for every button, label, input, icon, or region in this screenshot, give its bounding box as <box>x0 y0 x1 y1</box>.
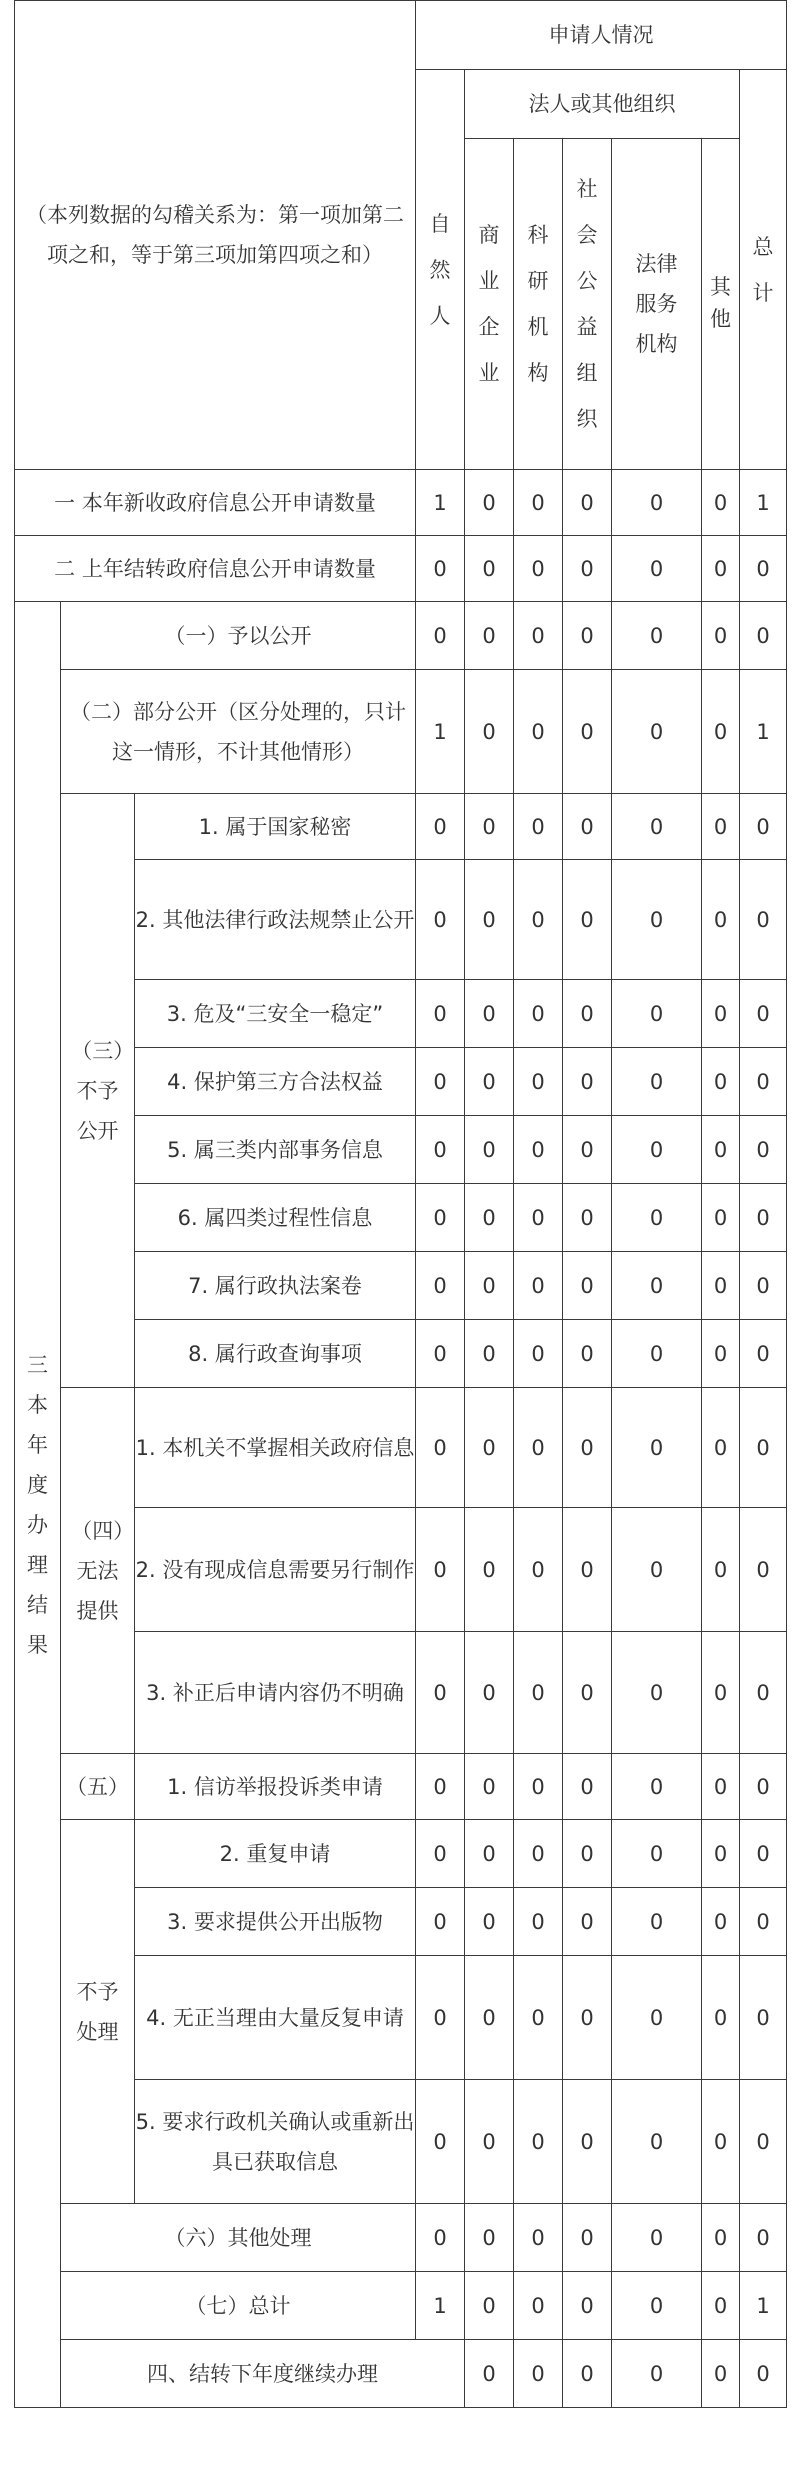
cell-value: 0 <box>612 1754 702 1820</box>
cell-value: 0 <box>740 1184 787 1252</box>
row-label: （一）予以公开 <box>61 602 416 670</box>
cell-value: 0 <box>740 794 787 860</box>
row-label: 1. 本机关不掌握相关政府信息 <box>135 1388 416 1508</box>
cell-value: 0 <box>416 860 465 980</box>
cell-value: 0 <box>612 1956 702 2080</box>
cell-value: 0 <box>514 602 563 670</box>
cell-value: 0 <box>740 2080 787 2204</box>
cell-value: 0 <box>612 470 702 536</box>
row-label: 4. 无正当理由大量反复申请 <box>135 1956 416 2080</box>
cell-value: 0 <box>465 2204 514 2272</box>
disclosure-statistics-table <box>14 0 787 2408</box>
cell-value: 0 <box>612 1632 702 1754</box>
cell-value: 0 <box>465 1754 514 1820</box>
cell-value: 0 <box>416 1320 465 1388</box>
cell-value: 0 <box>740 536 787 602</box>
cell-value: 0 <box>465 470 514 536</box>
cell-value: 0 <box>612 602 702 670</box>
group-unavailable-label: （四）无法提供 <box>61 1388 135 1754</box>
row-label: 8. 属行政查询事项 <box>135 1320 416 1388</box>
cell-value: 0 <box>563 536 612 602</box>
cell-value: 0 <box>514 794 563 860</box>
cell-value: 0 <box>514 1956 563 2080</box>
cell-value: 0 <box>416 1632 465 1754</box>
cell-value: 0 <box>514 1632 563 1754</box>
cell-value: 1 <box>416 470 465 536</box>
cell-value: 0 <box>563 1956 612 2080</box>
cell-value: 0 <box>514 1508 563 1632</box>
cell-value: 0 <box>702 2340 740 2408</box>
cell-value: 0 <box>465 1048 514 1116</box>
cell-value: 0 <box>612 1508 702 1632</box>
header-note-cell <box>15 1 416 470</box>
row-label: 1. 属于国家秘密 <box>135 794 416 860</box>
cell-value: 0 <box>416 1888 465 1956</box>
cell-value: 0 <box>563 1184 612 1252</box>
cell-value: 0 <box>416 1048 465 1116</box>
cell-value: 0 <box>563 1888 612 1956</box>
cell-value: 0 <box>563 1632 612 1754</box>
cell-value: 0 <box>563 1116 612 1184</box>
cell-value: 0 <box>465 1888 514 1956</box>
cell-value: 0 <box>702 980 740 1048</box>
cell-value: 0 <box>416 2204 465 2272</box>
cell-value: 1 <box>416 670 465 794</box>
cell-value: 0 <box>514 1388 563 1508</box>
cell-value: 0 <box>465 1508 514 1632</box>
row-label: 7. 属行政执法案卷 <box>135 1252 416 1320</box>
cell-value: 0 <box>416 980 465 1048</box>
cell-value: 0 <box>740 1320 787 1388</box>
row-label: 3. 危及“三安全一稳定” <box>135 980 416 1048</box>
cell-value: 0 <box>612 1252 702 1320</box>
cell-value: 0 <box>612 860 702 980</box>
row-label: 3. 要求提供公开出版物 <box>135 1888 416 1956</box>
cell-value: 0 <box>514 1184 563 1252</box>
row-label: 2. 重复申请 <box>135 1820 416 1888</box>
cell-value: 1 <box>740 670 787 794</box>
cell-value: 0 <box>563 860 612 980</box>
cell-value: 0 <box>514 2080 563 2204</box>
cell-value: 0 <box>702 2080 740 2204</box>
cell-value: 0 <box>563 2272 612 2340</box>
group-not-processed-number: （五） <box>61 1754 135 1820</box>
cell-value: 0 <box>514 2204 563 2272</box>
cell-value: 0 <box>612 2204 702 2272</box>
cell-value: 0 <box>416 794 465 860</box>
cell-value: 0 <box>563 2204 612 2272</box>
cell-value: 0 <box>465 602 514 670</box>
cell-value: 0 <box>465 1320 514 1388</box>
cell-value: 0 <box>514 2340 563 2408</box>
table-row <box>15 2340 787 2408</box>
cell-value: 0 <box>612 2272 702 2340</box>
cell-value: 0 <box>702 1888 740 1956</box>
cell-value: 0 <box>740 1754 787 1820</box>
cell-value: 0 <box>702 1320 740 1388</box>
cell-value: 0 <box>740 1252 787 1320</box>
cell-value: 0 <box>702 1048 740 1116</box>
col-public-welfare: 社会公益组织 <box>563 139 612 470</box>
row-label: 2. 其他法律行政法规禁止公开 <box>135 860 416 980</box>
cell-value: 0 <box>612 1820 702 1888</box>
cell-value: 0 <box>612 1388 702 1508</box>
cell-value: 0 <box>514 470 563 536</box>
cell-value: 0 <box>702 1184 740 1252</box>
cell-value: 0 <box>740 980 787 1048</box>
cell-value: 0 <box>514 536 563 602</box>
cell-value: 0 <box>563 1820 612 1888</box>
cell-value: 0 <box>514 1252 563 1320</box>
table-row <box>15 2204 787 2272</box>
cell-value: 0 <box>740 1632 787 1754</box>
cell-value: 0 <box>740 602 787 670</box>
row-label: （六）其他处理 <box>61 2204 416 2272</box>
row-label: 5. 属三类内部事务信息 <box>135 1116 416 1184</box>
col-business: 商业企业 <box>465 139 514 470</box>
row-label: 6. 属四类过程性信息 <box>135 1184 416 1252</box>
cell-value: 0 <box>465 860 514 980</box>
cell-value: 0 <box>740 1820 787 1888</box>
cell-value: 0 <box>416 1388 465 1508</box>
row-label: 3. 补正后申请内容仍不明确 <box>135 1632 416 1754</box>
cell-value: 0 <box>416 1184 465 1252</box>
cell-value: 0 <box>740 860 787 980</box>
cell-value: 0 <box>563 602 612 670</box>
row-label: 4. 保护第三方合法权益 <box>135 1048 416 1116</box>
cell-value: 0 <box>612 1888 702 1956</box>
cell-value: 0 <box>514 1754 563 1820</box>
cell-value: 0 <box>563 2340 612 2408</box>
cell-value: 0 <box>563 1754 612 1820</box>
cell-value: 0 <box>563 1320 612 1388</box>
cell-value: 0 <box>465 1820 514 1888</box>
cell-value: 1 <box>740 2272 787 2340</box>
table-row <box>15 670 787 794</box>
cell-value: 0 <box>702 794 740 860</box>
cell-value: 0 <box>612 1048 702 1116</box>
col-total: 总计 <box>740 70 787 470</box>
group-not-processed-label: 不予处理 <box>61 1820 135 2204</box>
cell-value: 0 <box>514 2272 563 2340</box>
cell-value: 0 <box>465 980 514 1048</box>
cell-value: 0 <box>416 1508 465 1632</box>
row-label: （二）部分公开（区分处理的，只计这一情形，不计其他情形） <box>61 670 416 794</box>
cell-value: 0 <box>702 602 740 670</box>
cell-value: 0 <box>612 2340 702 2408</box>
cell-value: 0 <box>465 2272 514 2340</box>
row-label: （七）总计 <box>61 2272 416 2340</box>
cell-value: 0 <box>702 1116 740 1184</box>
cell-value: 0 <box>514 670 563 794</box>
cell-value: 0 <box>416 1252 465 1320</box>
row-label: 5. 要求行政机关确认或重新出具已获取信息 <box>135 2080 416 2204</box>
cell-value: 0 <box>465 1116 514 1184</box>
table-row <box>15 1754 787 1820</box>
cell-value: 0 <box>702 1388 740 1508</box>
cell-value: 0 <box>514 1888 563 1956</box>
header-note: （本列数据的勾稽关系为：第一项加第二项之和，等于第三项加第四项之和） <box>26 203 404 267</box>
cell-value: 0 <box>465 536 514 602</box>
cell-value: 0 <box>465 2340 514 2408</box>
row-label: 二 上年结转政府信息公开申请数量 <box>15 536 416 602</box>
cell-value: 0 <box>465 1632 514 1754</box>
cell-value: 0 <box>702 470 740 536</box>
table-row <box>15 1820 787 1888</box>
section-3-label: 三本年度办理结果 <box>15 602 61 2408</box>
org-group-header: 法人或其他组织 <box>465 70 740 139</box>
group-withheld-label: （三）不予公开 <box>61 794 135 1388</box>
cell-value: 0 <box>563 470 612 536</box>
cell-value: 0 <box>563 670 612 794</box>
cell-value: 0 <box>702 536 740 602</box>
row-label: 四、结转下年度继续办理 <box>61 2340 465 2408</box>
cell-value: 0 <box>514 1820 563 1888</box>
cell-value: 0 <box>563 1252 612 1320</box>
cell-value: 0 <box>702 2204 740 2272</box>
col-natural-person: 自然人 <box>416 70 465 470</box>
row-label: 2. 没有现成信息需要另行制作 <box>135 1508 416 1632</box>
table-row <box>15 602 787 670</box>
cell-value: 0 <box>563 1508 612 1632</box>
cell-value: 0 <box>740 1888 787 1956</box>
cell-value: 0 <box>702 1252 740 1320</box>
cell-value: 0 <box>416 2080 465 2204</box>
cell-value: 0 <box>514 1048 563 1116</box>
cell-value: 0 <box>740 1116 787 1184</box>
cell-value: 0 <box>612 536 702 602</box>
cell-value: 0 <box>416 1820 465 1888</box>
cell-value: 0 <box>563 2080 612 2204</box>
cell-value: 0 <box>612 1116 702 1184</box>
table-row <box>15 2272 787 2340</box>
cell-value: 0 <box>612 2080 702 2204</box>
cell-value: 0 <box>465 1252 514 1320</box>
cell-value: 0 <box>563 1388 612 1508</box>
cell-value: 0 <box>740 1508 787 1632</box>
cell-value: 0 <box>563 794 612 860</box>
cell-value: 0 <box>563 1048 612 1116</box>
cell-value: 1 <box>416 2272 465 2340</box>
cell-value: 0 <box>612 1320 702 1388</box>
table-row <box>15 1388 787 1508</box>
cell-value: 0 <box>740 1956 787 2080</box>
table-row <box>15 794 787 860</box>
cell-value: 0 <box>612 794 702 860</box>
cell-value: 0 <box>416 1116 465 1184</box>
cell-value: 0 <box>416 602 465 670</box>
cell-value: 0 <box>702 1820 740 1888</box>
cell-value: 0 <box>702 1956 740 2080</box>
cell-value: 0 <box>514 860 563 980</box>
cell-value: 0 <box>416 536 465 602</box>
cell-value: 0 <box>740 1388 787 1508</box>
cell-value: 0 <box>740 2204 787 2272</box>
cell-value: 0 <box>740 2340 787 2408</box>
cell-value: 0 <box>465 1388 514 1508</box>
cell-value: 0 <box>465 670 514 794</box>
cell-value: 0 <box>702 670 740 794</box>
cell-value: 1 <box>740 470 787 536</box>
cell-value: 0 <box>514 1116 563 1184</box>
row-label: 一 本年新收政府信息公开申请数量 <box>15 470 416 536</box>
cell-value: 0 <box>465 794 514 860</box>
cell-value: 0 <box>612 1184 702 1252</box>
cell-value: 0 <box>740 1048 787 1116</box>
cell-value: 0 <box>702 2272 740 2340</box>
cell-value: 0 <box>416 1956 465 2080</box>
cell-value: 0 <box>465 1956 514 2080</box>
cell-value: 0 <box>416 1754 465 1820</box>
cell-value: 0 <box>612 670 702 794</box>
cell-value: 0 <box>612 980 702 1048</box>
cell-value: 0 <box>702 1754 740 1820</box>
table-row <box>15 470 787 536</box>
cell-value: 0 <box>465 2080 514 2204</box>
col-other: 其他 <box>702 139 740 470</box>
cell-value: 0 <box>702 1632 740 1754</box>
col-research: 科研机构 <box>514 139 563 470</box>
cell-value: 0 <box>563 980 612 1048</box>
applicant-header: 申请人情况 <box>416 1 787 70</box>
cell-value: 0 <box>702 860 740 980</box>
cell-value: 0 <box>514 980 563 1048</box>
table-row <box>15 536 787 602</box>
col-legal-service: 法律服务机构 <box>612 139 702 470</box>
cell-value: 0 <box>702 1508 740 1632</box>
row-label: 1. 信访举报投诉类申请 <box>135 1754 416 1820</box>
header-row-1 <box>15 1 787 70</box>
cell-value: 0 <box>465 1184 514 1252</box>
cell-value: 0 <box>514 1320 563 1388</box>
